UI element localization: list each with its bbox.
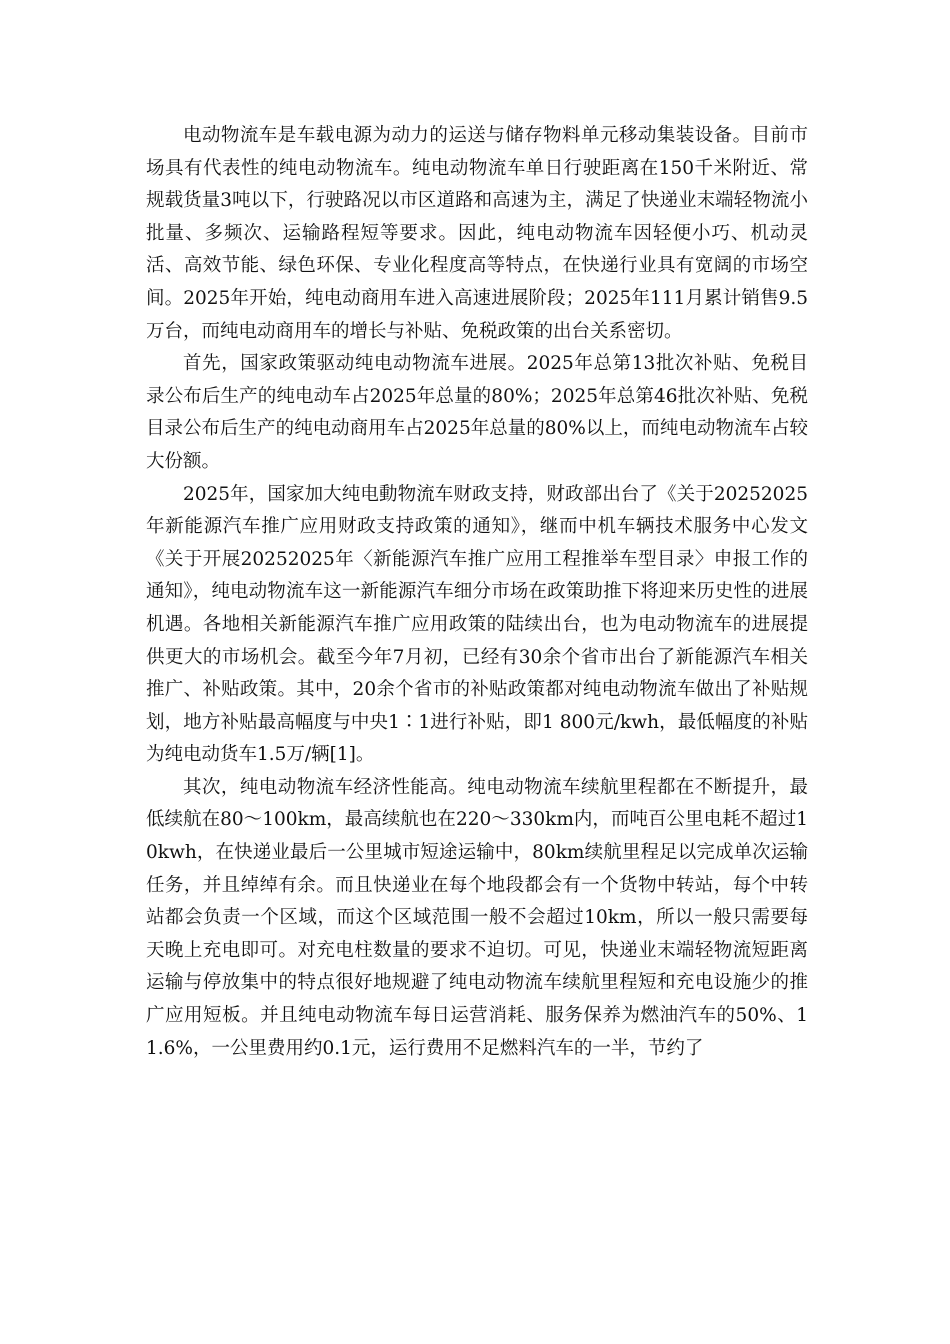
document-body (146, 120, 808, 1065)
paragraph-ev-logistics-intro: 电动物流车是车载电源为动力的运送与储存物料单元移动集装设备。目前市场具有代表性的纯电动物流车。纯电动物流车单日行驶距离在150千米附近、常规载货量3吨以下，行驶路况以市区道路和高速为主，满足了快递业末端轻物流小批量、多频次、运输路程短等要求。因此，纯电动物流车因轻便小巧、机动灵活、高效节能、绿色环保、专业化程度高等特点，在快递行业具有宽阔的市场空间。2025年开始，纯电动商用车进入高速进展阶段；2025年111月累计销售9.5万台，而纯电动商用车的增长与补贴、免税政策的出台关系密切。 (146, 125, 808, 342)
paragraph-policy-driven: 首先，国家政策驱动纯电动物流车进展。2025年总第13批次补贴、免税目录公布后生产的纯电动车占2025年总量的80%；2025年总第46批次补贴、免税目录公布后生产的纯电动商用车占2025年总量的80%以上，而纯电动物流车占较大份额。 (146, 353, 808, 472)
paragraph-economic-performance: 其次，纯电动物流车经济性能高。纯电动物流车续航里程都在不断提升，最低续航在80～100km，最高续航也在220～330km内，而吨百公里电耗不超过10kwh，在快递业最后一公里城市短途运输中，80km续航里程足以完成单次运输任务，并且绰绰有余。而且快递业在每个地段都会有一个货物中转站，每个中转站都会负责一个区域，而这个区域范围一般不会超过10km，所以一般只需要每天晚上充电即可。对充电柱数量的要求不迫切。可见，快递业末端轻物流短距离运输与停放集中的特点很好地规避了纯电动物流车续航里程短和充电设施少的推广应用短板。并且纯电动物流车每日运营消耗、服务保养为燃油汽车的50%、11.6%，一公里费用约0.1元，运行费用不足燃料汽车的一半，节约了 (146, 776, 808, 1059)
paragraph-financial-support: 2025年，国家加大纯电動物流车财政支持，财政部出台了《关于20252025年新能源汽车推广应用财政支持政策的通知》，继而中机车辆技术服务中心发文《关于开展20252025年〈新能源汽车推广应用工程推举车型目录〉申报工作的通知》，纯电动物流车这一新能源汽车细分市场在政策助推下将迎来历史性的进展机遇。各地相关新能源汽车推广应用政策的陆续出台，也为电动物流车的进展提供更大的市场机会。截至今年7月初，已经有30余个省市出台了新能源汽车相关推广、补贴政策。其中，20余个省市的补贴政策都对纯电动物流车做出了补贴规划，地方补贴最高幅度与中央1∶1进行补贴，即1 800元/kwh，最低幅度的补贴为纯电动货车1.5万/辆[1]。 (146, 483, 808, 766)
